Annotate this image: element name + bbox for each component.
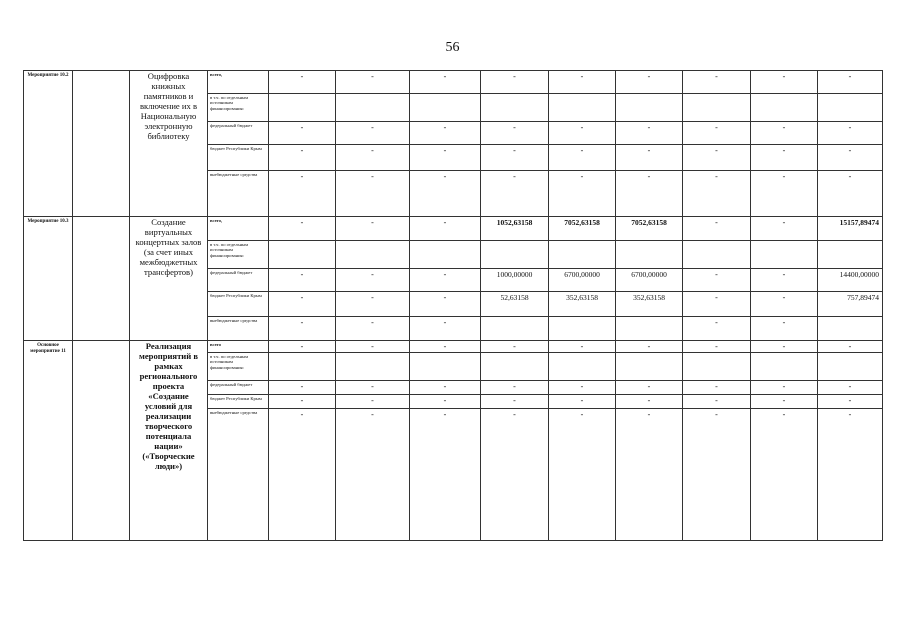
value-cell — [751, 241, 818, 269]
funding-source-label: бюджет Республики Крым — [208, 292, 269, 317]
budget-table — [23, 70, 883, 541]
funding-source-label: внебюджетные средства — [208, 317, 269, 341]
measure-name: Создание виртуальных концертных залов (за счет иных межбюджетных трансфертов) — [130, 217, 208, 341]
value-cell — [410, 241, 481, 269]
value-cell: - — [818, 171, 883, 217]
value-cell — [269, 353, 336, 381]
value-cell: - — [751, 217, 818, 241]
value-cell: - — [616, 145, 683, 171]
funding-source-label: всего, — [208, 71, 269, 94]
value-cell: 6700,00000 — [549, 269, 616, 292]
value-cell: - — [269, 292, 336, 317]
value-cell: - — [751, 71, 818, 94]
value-cell: - — [683, 317, 751, 341]
table-row — [24, 341, 883, 353]
value-cell: 6700,00000 — [616, 269, 683, 292]
value-cell — [683, 94, 751, 122]
value-cell: - — [481, 122, 549, 145]
value-cell: - — [481, 381, 549, 395]
value-cell: - — [751, 409, 818, 541]
value-cell: - — [616, 395, 683, 409]
value-cell: - — [616, 71, 683, 94]
value-cell: 352,63158 — [549, 292, 616, 317]
value-cell — [616, 353, 683, 381]
value-cell: - — [683, 145, 751, 171]
value-cell — [616, 317, 683, 341]
value-cell — [751, 94, 818, 122]
value-cell: - — [410, 122, 481, 145]
measure-code: Мероприятие 10.2 — [24, 71, 73, 217]
table-row — [24, 217, 883, 241]
value-cell: - — [269, 269, 336, 292]
value-cell: - — [683, 122, 751, 145]
value-cell: - — [683, 409, 751, 541]
value-cell: - — [410, 395, 481, 409]
empty-cell — [73, 217, 130, 341]
value-cell — [481, 353, 549, 381]
value-cell: - — [336, 269, 410, 292]
empty-cell — [73, 341, 130, 541]
value-cell: - — [751, 145, 818, 171]
value-cell — [751, 353, 818, 381]
funding-source-label: всего, — [208, 217, 269, 241]
value-cell — [336, 94, 410, 122]
value-cell: - — [683, 171, 751, 217]
value-cell: - — [549, 409, 616, 541]
table-row — [24, 71, 883, 94]
measure-code: Мероприятие 10.3 — [24, 217, 73, 341]
value-cell — [549, 317, 616, 341]
value-cell — [336, 353, 410, 381]
value-cell: - — [336, 409, 410, 541]
value-cell: - — [751, 341, 818, 353]
value-cell — [481, 317, 549, 341]
value-cell: 7052,63158 — [549, 217, 616, 241]
value-cell: - — [751, 381, 818, 395]
value-cell: - — [751, 122, 818, 145]
value-cell: - — [410, 217, 481, 241]
value-cell: - — [751, 171, 818, 217]
value-cell: - — [549, 71, 616, 94]
value-cell: - — [269, 122, 336, 145]
value-cell — [683, 353, 751, 381]
value-cell: 1000,00000 — [481, 269, 549, 292]
value-cell — [818, 241, 883, 269]
value-cell: - — [549, 395, 616, 409]
value-cell: - — [751, 395, 818, 409]
value-cell — [818, 353, 883, 381]
value-cell: - — [336, 317, 410, 341]
funding-source-label: в т.ч. по отдельным источникам финансирования: — [208, 353, 269, 381]
measure-name: Оцифровка книжных памятников и включение их в Национальную электронную библиотеку — [130, 71, 208, 217]
value-cell: - — [410, 71, 481, 94]
value-cell — [410, 94, 481, 122]
value-cell: - — [481, 71, 549, 94]
value-cell: - — [549, 171, 616, 217]
funding-source-label: федеральный бюджет — [208, 381, 269, 395]
value-cell: 757,89474 — [818, 292, 883, 317]
value-cell: 52,63158 — [481, 292, 549, 317]
value-cell: 15157,89474 — [818, 217, 883, 241]
value-cell: - — [818, 145, 883, 171]
value-cell: - — [751, 269, 818, 292]
value-cell: - — [616, 171, 683, 217]
value-cell — [481, 94, 549, 122]
funding-source-label: внебюджетные средства — [208, 409, 269, 541]
funding-source-label: в т.ч. по отдельным источникам финансирования: — [208, 94, 269, 122]
value-cell: - — [549, 145, 616, 171]
funding-source-label: федеральный бюджет — [208, 269, 269, 292]
value-cell: - — [683, 341, 751, 353]
value-cell: - — [481, 395, 549, 409]
funding-source-label: в т.ч. по отдельным источникам финансирования: — [208, 241, 269, 269]
value-cell: - — [336, 122, 410, 145]
value-cell: - — [549, 381, 616, 395]
value-cell: - — [336, 395, 410, 409]
table-body — [24, 71, 883, 541]
value-cell: - — [269, 395, 336, 409]
value-cell: - — [549, 341, 616, 353]
value-cell — [616, 94, 683, 122]
value-cell — [269, 94, 336, 122]
value-cell — [683, 241, 751, 269]
value-cell: - — [336, 341, 410, 353]
value-cell: - — [616, 381, 683, 395]
value-cell: 352,63158 — [616, 292, 683, 317]
value-cell: - — [410, 317, 481, 341]
value-cell: - — [683, 217, 751, 241]
value-cell: - — [269, 217, 336, 241]
value-cell: - — [336, 71, 410, 94]
value-cell: 7052,63158 — [616, 217, 683, 241]
value-cell — [616, 241, 683, 269]
value-cell: - — [481, 145, 549, 171]
value-cell: - — [336, 292, 410, 317]
value-cell: - — [616, 122, 683, 145]
value-cell: 14400,00000 — [818, 269, 883, 292]
value-cell: - — [269, 171, 336, 217]
funding-source-label: бюджет Республики Крым — [208, 145, 269, 171]
value-cell: - — [336, 145, 410, 171]
value-cell: - — [683, 292, 751, 317]
value-cell — [336, 241, 410, 269]
funding-source-label: внебюджетные средства — [208, 171, 269, 217]
funding-source-label: бюджет Республики Крым — [208, 395, 269, 409]
value-cell: - — [336, 381, 410, 395]
value-cell: - — [683, 381, 751, 395]
value-cell: - — [818, 341, 883, 353]
value-cell: - — [683, 71, 751, 94]
value-cell: - — [410, 145, 481, 171]
value-cell — [818, 94, 883, 122]
value-cell: - — [751, 317, 818, 341]
value-cell — [549, 353, 616, 381]
value-cell: - — [549, 122, 616, 145]
value-cell: - — [818, 71, 883, 94]
value-cell — [549, 94, 616, 122]
value-cell: - — [269, 381, 336, 395]
value-cell: - — [481, 171, 549, 217]
value-cell — [481, 241, 549, 269]
value-cell: - — [410, 269, 481, 292]
value-cell: - — [616, 409, 683, 541]
value-cell: - — [269, 341, 336, 353]
value-cell: - — [616, 341, 683, 353]
value-cell: - — [410, 409, 481, 541]
measure-name: Реализация мероприятий в рамках регионального проекта «Создание условий для реализации творческого потенциала нации» («Творческие люди») — [130, 341, 208, 541]
value-cell: - — [818, 381, 883, 395]
page-number: 56 — [445, 40, 460, 55]
funding-source-label: всего — [208, 341, 269, 353]
value-cell: - — [269, 145, 336, 171]
value-cell: - — [818, 409, 883, 541]
value-cell: - — [818, 122, 883, 145]
value-cell: - — [269, 409, 336, 541]
value-cell — [410, 353, 481, 381]
value-cell: - — [336, 171, 410, 217]
value-cell: - — [410, 381, 481, 395]
value-cell: - — [683, 395, 751, 409]
value-cell: - — [481, 409, 549, 541]
value-cell: - — [269, 317, 336, 341]
value-cell: - — [410, 341, 481, 353]
value-cell: - — [751, 292, 818, 317]
value-cell — [549, 241, 616, 269]
measure-code: Основное мероприятие 11 — [24, 341, 73, 541]
empty-cell — [73, 71, 130, 217]
value-cell: 1052,63158 — [481, 217, 549, 241]
funding-source-label: федеральный бюджет — [208, 122, 269, 145]
value-cell: - — [336, 217, 410, 241]
value-cell: - — [481, 341, 549, 353]
value-cell: - — [683, 269, 751, 292]
value-cell — [269, 241, 336, 269]
value-cell: - — [410, 292, 481, 317]
value-cell: - — [818, 395, 883, 409]
value-cell — [818, 317, 883, 341]
value-cell: - — [269, 71, 336, 94]
value-cell: - — [410, 171, 481, 217]
